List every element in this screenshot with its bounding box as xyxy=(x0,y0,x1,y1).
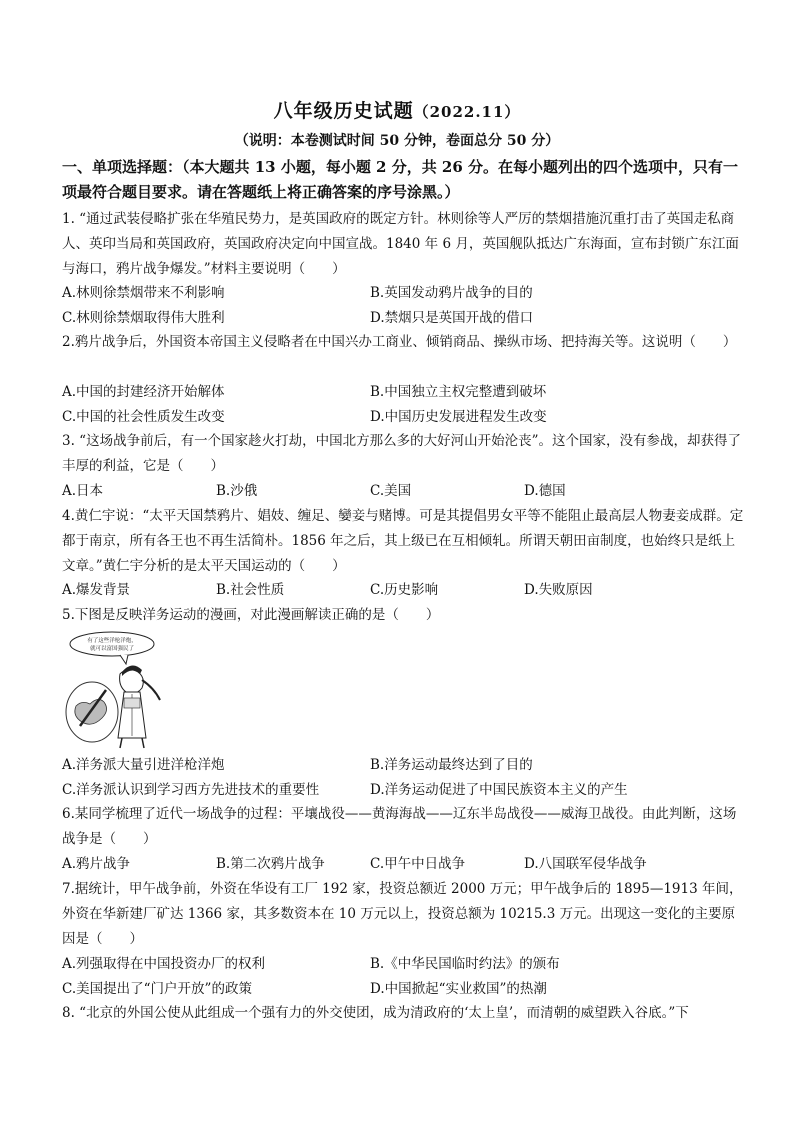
option-c[interactable]: C.林则徐禁烟取得伟大胜利 xyxy=(62,310,225,326)
option-a[interactable]: A.日本 xyxy=(62,483,104,499)
option-b[interactable]: B.社会性质 xyxy=(216,582,285,598)
option-a[interactable]: A.林则徐禁烟带来不利影响 xyxy=(62,285,225,301)
question-7-options xyxy=(62,952,744,1002)
option-a[interactable]: A.鸦片战争 xyxy=(62,856,131,872)
option-c[interactable]: C.洋务派认识到学习西方先进技术的重要性 xyxy=(62,782,320,798)
question-2-options xyxy=(62,380,744,430)
option-c[interactable]: C.甲午中日战争 xyxy=(370,856,466,872)
question-6-options xyxy=(62,852,744,877)
option-d[interactable]: D.八国联军侵华战争 xyxy=(524,856,647,872)
option-a[interactable]: A.列强取得在中国投资办厂的权利 xyxy=(62,956,266,972)
option-a[interactable]: A.洋务派大量引进洋枪洋炮 xyxy=(62,757,225,773)
exam-note: （说明：本卷测试时间 50 分钟，卷面总分 50 分） xyxy=(234,133,560,149)
question-5-stem: 5.下图是反映洋务运动的漫画，对此漫画解读正确的是（ ） xyxy=(62,607,440,623)
question-7-stem: 7.据统计，甲午战争前，外资在华设有工厂 192 家，投资总额近 2000 万元；甲午战争后的 1895—1913 年间，外资在华新建厂矿达 1366 家，其多数资本在 10 万元以上，投资总额为 10215.3 万元。出现这一变化的主要原因是（ ） xyxy=(62,881,743,947)
option-b[interactable]: B.英国发动鸦片战争的目的 xyxy=(370,285,533,301)
option-b[interactable]: B.中国独立主权完整遭到破坏 xyxy=(370,384,547,400)
option-c[interactable]: C.历史影响 xyxy=(370,582,439,598)
option-d[interactable]: D.禁烟只是英国开战的借口 xyxy=(370,310,534,326)
option-b[interactable]: B.《中华民国临时约法》的颁布 xyxy=(370,956,560,972)
option-c[interactable]: C.美国 xyxy=(370,483,412,499)
option-b[interactable]: B.第二次鸦片战争 xyxy=(216,856,325,872)
question-4-options xyxy=(62,578,744,603)
title-year: （2022.11） xyxy=(413,103,521,121)
option-d[interactable]: D.洋务运动促进了中国民族资本主义的产生 xyxy=(370,782,628,798)
cartoon-bubble-line-2: 就可以富国强民了 xyxy=(89,646,135,652)
option-d[interactable]: D.德国 xyxy=(524,483,566,499)
question-1-stem: 1. “通过武装侵略扩张在华殖民势力，是英国政府的既定方针。林则徐等人严厉的禁烟措施沉重打击了英国走私商人、英印当局和英国政府，英国政府决定向中国宣战。1840 年 6 月，英国舰队抵达广东海面，宣布封锁广东江面与海口，鸦片战争爆发。”材料主要说明（ ） xyxy=(62,211,739,277)
yangwu-cartoon-image xyxy=(62,630,172,750)
option-c[interactable]: C.中国的社会性质发生改变 xyxy=(62,409,225,425)
option-b[interactable]: B.沙俄 xyxy=(216,483,258,499)
title-text: 八年级历史试题 xyxy=(273,100,414,122)
cartoon-bubble-line-1: 有了这些洋枪洋炮， xyxy=(87,638,137,644)
question-1-options xyxy=(62,281,744,331)
page-title xyxy=(0,96,794,123)
question-3-stem: 3. “这场战争前后，有一个国家趁火打劫，中国北方那么多的大好河山开始沦丧”。这个国家，没有参战，却获得了丰厚的利益，它是（ ） xyxy=(62,433,741,474)
option-d[interactable]: D.中国掀起“实业救国”的热潮 xyxy=(370,981,547,997)
question-5-options xyxy=(62,753,744,803)
question-8-stem: 8. “北京的外国公使从此组成一个强有力的外交使团，成为清政府的‘太上皇’，而清朝的威望跌入谷底。”下 xyxy=(62,1005,689,1021)
question-6-stem: 6.某同学梳理了近代一场战争的过程：平壤战役——黄海海战——辽东半岛战役——威海卫战役。由此判断，这场战争是（ ） xyxy=(62,806,737,847)
option-d[interactable]: D.中国历史发展进程发生改变 xyxy=(370,409,547,425)
section-heading: 一、单项选择题：（本大题共 13 小题，每小题 2 分，共 26 分。在每小题列出的四个选项中，只有一项最符合题目要求。请在答题纸上将正确答案的序号涂黑。） xyxy=(62,158,739,201)
question-3-options xyxy=(62,479,744,504)
option-b[interactable]: B.洋务运动最终达到了目的 xyxy=(370,757,533,773)
question-4-stem: 4.黄仁宇说：“太平天国禁鸦片、娼妓、缠足、孌妾与赌博。可是其提倡男女平等不能阻止最高层人物妻妾成群。定都于南京，所有各王也不再生活简朴。1856 年之后，其上级已在互相倾轧。所谓天朝田亩制度，也始终只是纸上文章。”黄仁宇分析的是太平天国运动的（ ） xyxy=(62,508,744,574)
option-c[interactable]: C.美国提出了“门户开放”的政策 xyxy=(62,981,252,997)
option-a[interactable]: A.中国的封建经济开始解体 xyxy=(62,384,225,400)
option-a[interactable]: A.爆发背景 xyxy=(62,582,131,598)
option-d[interactable]: D.失败原因 xyxy=(524,582,593,598)
question-2-stem: 2.鸦片战争后，外国资本帝国主义侵略者在中国兴办工商业、倾销商品、操纵市场、把持海关等。这说明（ ） xyxy=(62,334,737,350)
